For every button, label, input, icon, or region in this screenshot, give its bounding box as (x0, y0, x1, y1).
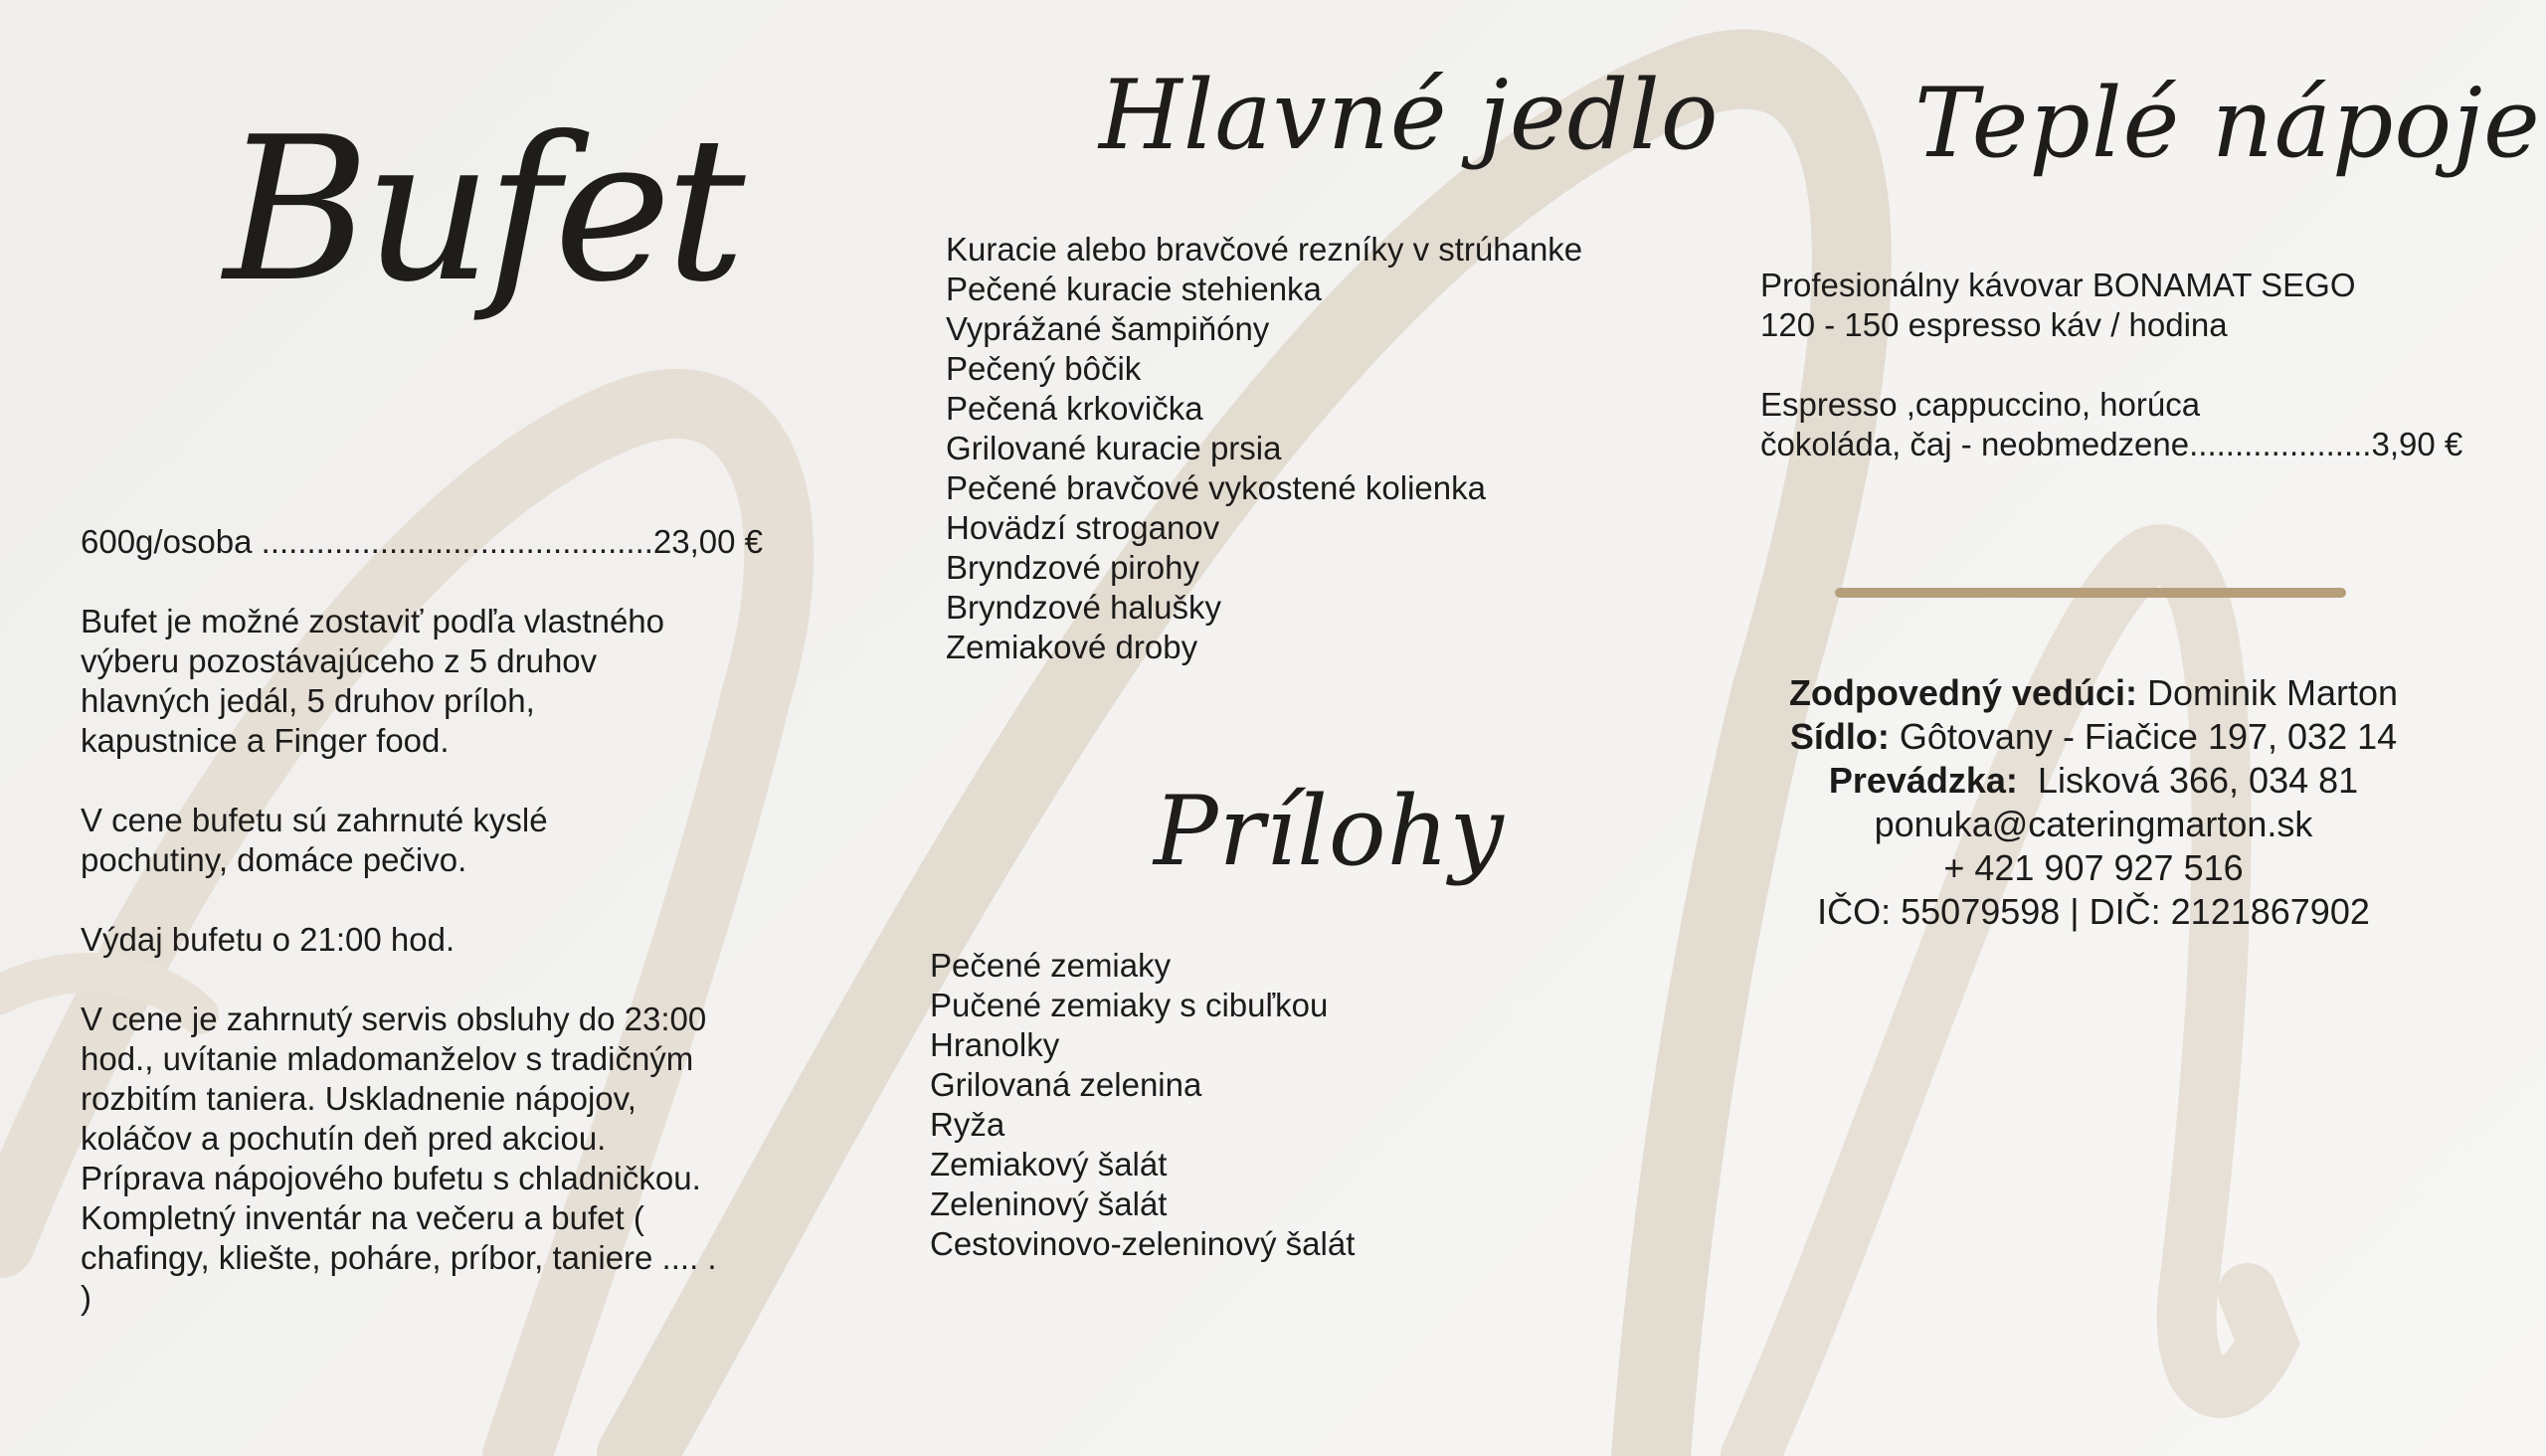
seat-address: Gôtovany - Fiačice 197, 032 14 (1889, 716, 2398, 757)
buffet-serving-time: Výdaj bufetu o 21:00 hod. (81, 921, 455, 958)
list-item: Hranolky (930, 1026, 1060, 1063)
list-item: Vyprážané šampiňóny (946, 310, 1270, 347)
list-item: Pečená krkovička (946, 390, 1203, 427)
list-item: Pučené zemiaky s cibuľkou (930, 987, 1329, 1023)
sides-section (930, 946, 1355, 1264)
list-item: Pečený bôčik (946, 350, 1142, 387)
sides-list (930, 946, 1355, 1264)
premises-row (1681, 759, 2506, 803)
list-item: Pečené kuracie stehienka (946, 271, 1322, 307)
list-item: Bryndzové halušky (946, 589, 1221, 626)
contact-block (1681, 671, 2506, 934)
buffet-service-info: V cene je zahrnutý servis obsluhy do 23:00 hod., uvítanie mladomanželov s tradičným rozbitím taniera. Uskladnenie nápojov, koláčov a pochutín deň pred akciou. Príprava nápojového bufetu s chladničkou. Kompletný inventár na večeru a bufet ( chafingy, kliešte, poháre, príbor, taniere .... . ) (81, 1001, 717, 1316)
buffet-description: Bufet je možné zostaviť podľa vlastného výberu pozostávajúceho z 5 druhov hlavných jedál, 5 druhov príloh, kapustnice a Finger food. (81, 603, 665, 759)
list-item: Bryndzové pirohy (946, 549, 1199, 586)
buffet-price-line: 600g/osoba ...........................................23,00 € (81, 523, 764, 560)
main-dish-list (946, 230, 1582, 667)
premises-label: Prevádzka: (1828, 760, 2018, 801)
list-item: Zeleninový šalát (930, 1185, 1168, 1222)
list-item: Ryža (930, 1106, 1005, 1143)
manager-name: Dominik Marton (2136, 672, 2399, 713)
section-divider (1835, 588, 2346, 598)
seat-label: Sídlo: (1789, 716, 1890, 757)
list-item: Grilovaná zelenina (930, 1066, 1202, 1103)
buffet-section (81, 522, 764, 1318)
list-item: Grilované kuracie prsia (946, 430, 1282, 466)
seat-row (1681, 715, 2506, 759)
phone-number[interactable]: + 421 907 927 516 (1943, 847, 2244, 888)
drinks-line: Espresso ,cappuccino, horúca (1760, 386, 2201, 423)
company-ids: IČO: 55079598 | DIČ: 2121867902 (1817, 891, 2370, 932)
list-item: Hovädzí stroganov (946, 509, 1220, 546)
list-item: Zemiakový šalát (930, 1146, 1168, 1183)
hot-drinks-section (1760, 266, 2462, 464)
list-item: Zemiakové droby (946, 629, 1198, 665)
hot-drinks-heading: Teplé nápoje (1914, 68, 2541, 179)
coffee-machine-line: Profesionálny kávovar BONAMAT SEGO (1760, 267, 2356, 303)
email-link[interactable]: ponuka@cateringmarton.sk (1874, 804, 2313, 844)
manager-row (1681, 671, 2506, 715)
sides-heading: Prílohy (1154, 776, 1505, 887)
buffet-included-items: V cene bufetu sú zahrnuté kyslé pochutiny, domáce pečivo. (81, 802, 548, 878)
list-item: Kuracie alebo bravčové rezníky v strúhanke (946, 231, 1583, 268)
premises-address: Lisková 366, 034 81 (2017, 760, 2359, 801)
coffee-capacity-line: 120 - 150 espresso káv / hodina (1760, 306, 2228, 343)
drinks-price-line: čokoláda, čaj - neobmedzene....................3,90 € (1760, 426, 2463, 462)
list-item: Pečené zemiaky (930, 947, 1172, 984)
manager-label: Zodpovedný vedúci: (1788, 672, 2137, 713)
main-dish-section (946, 230, 1582, 667)
buffet-heading: Bufet (224, 94, 740, 326)
main-dish-heading: Hlavné jedlo (1099, 60, 1720, 171)
list-item: Cestovinovo-zeleninový šalát (930, 1225, 1356, 1262)
list-item: Pečené bravčové vykostené kolienka (946, 469, 1486, 506)
